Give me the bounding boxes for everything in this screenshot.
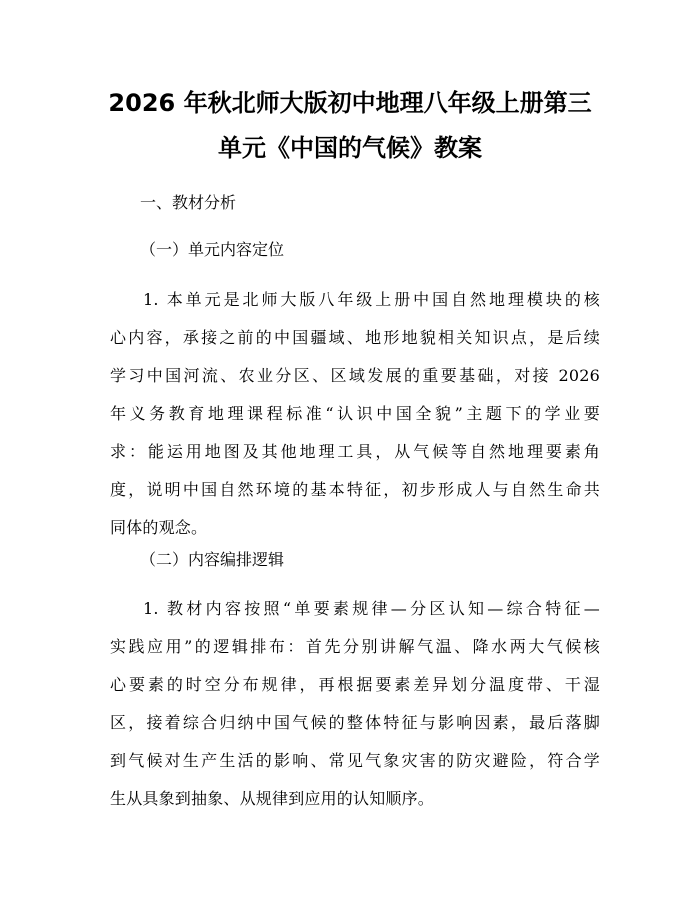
paragraph-line: 生从具象到抽象、从规律到应用的认知顺序。: [110, 789, 435, 808]
paragraph-line: 到气候对生产生活的影响、常见气象灾害的防灾避险，符合学: [110, 751, 600, 770]
paragraph-line: 求：能运用地图及其他地理工具，从气候等自然地理要素角: [110, 442, 600, 461]
subsection-heading-1: （一）单元内容定位: [140, 240, 285, 259]
paragraph-line: 1. 本单元是北师大版八年级上册中国自然地理模块的核: [143, 290, 600, 309]
paragraph-line: 心内容，承接之前的中国疆域、地形地貌相关知识点，是后续: [110, 328, 600, 347]
paragraph-content-logic: [110, 590, 600, 818]
document-title-line-2: 单元《中国的气候》教案: [218, 134, 482, 162]
paragraph-line: 同体的观念。: [110, 518, 208, 537]
document-title-line-1: 2026 年秋北师大版初中地理八年级上册第三: [108, 89, 592, 117]
paragraph-line: 实践应用”的逻辑排布：首先分别讲解气温、降水两大气候核: [110, 637, 600, 656]
section-heading: 一、教材分析: [140, 193, 237, 212]
paragraph-line: 学习中国河流、农业分区、区域发展的重要基础，对接 2026: [110, 366, 600, 385]
paragraph-line: 度，说明中国自然环境的基本特征，初步形成人与自然生命共: [110, 480, 600, 499]
paragraph-content-positioning: [110, 281, 600, 547]
paragraph-line: 1. 教材内容按照“单要素规律—分区认知—综合特征—: [143, 599, 600, 618]
paragraph-line: 心要素的时空分布规律，再根据要素差异划分温度带、干湿: [110, 675, 600, 694]
paragraph-line: 年义务教育地理课程标准“认识中国全貌”主题下的学业要: [110, 404, 600, 423]
subsection-heading-2: （二）内容编排逻辑: [140, 550, 285, 569]
paragraph-line: 区，接着综合归纳中国气候的整体特征与影响因素，最后落脚: [110, 713, 600, 732]
